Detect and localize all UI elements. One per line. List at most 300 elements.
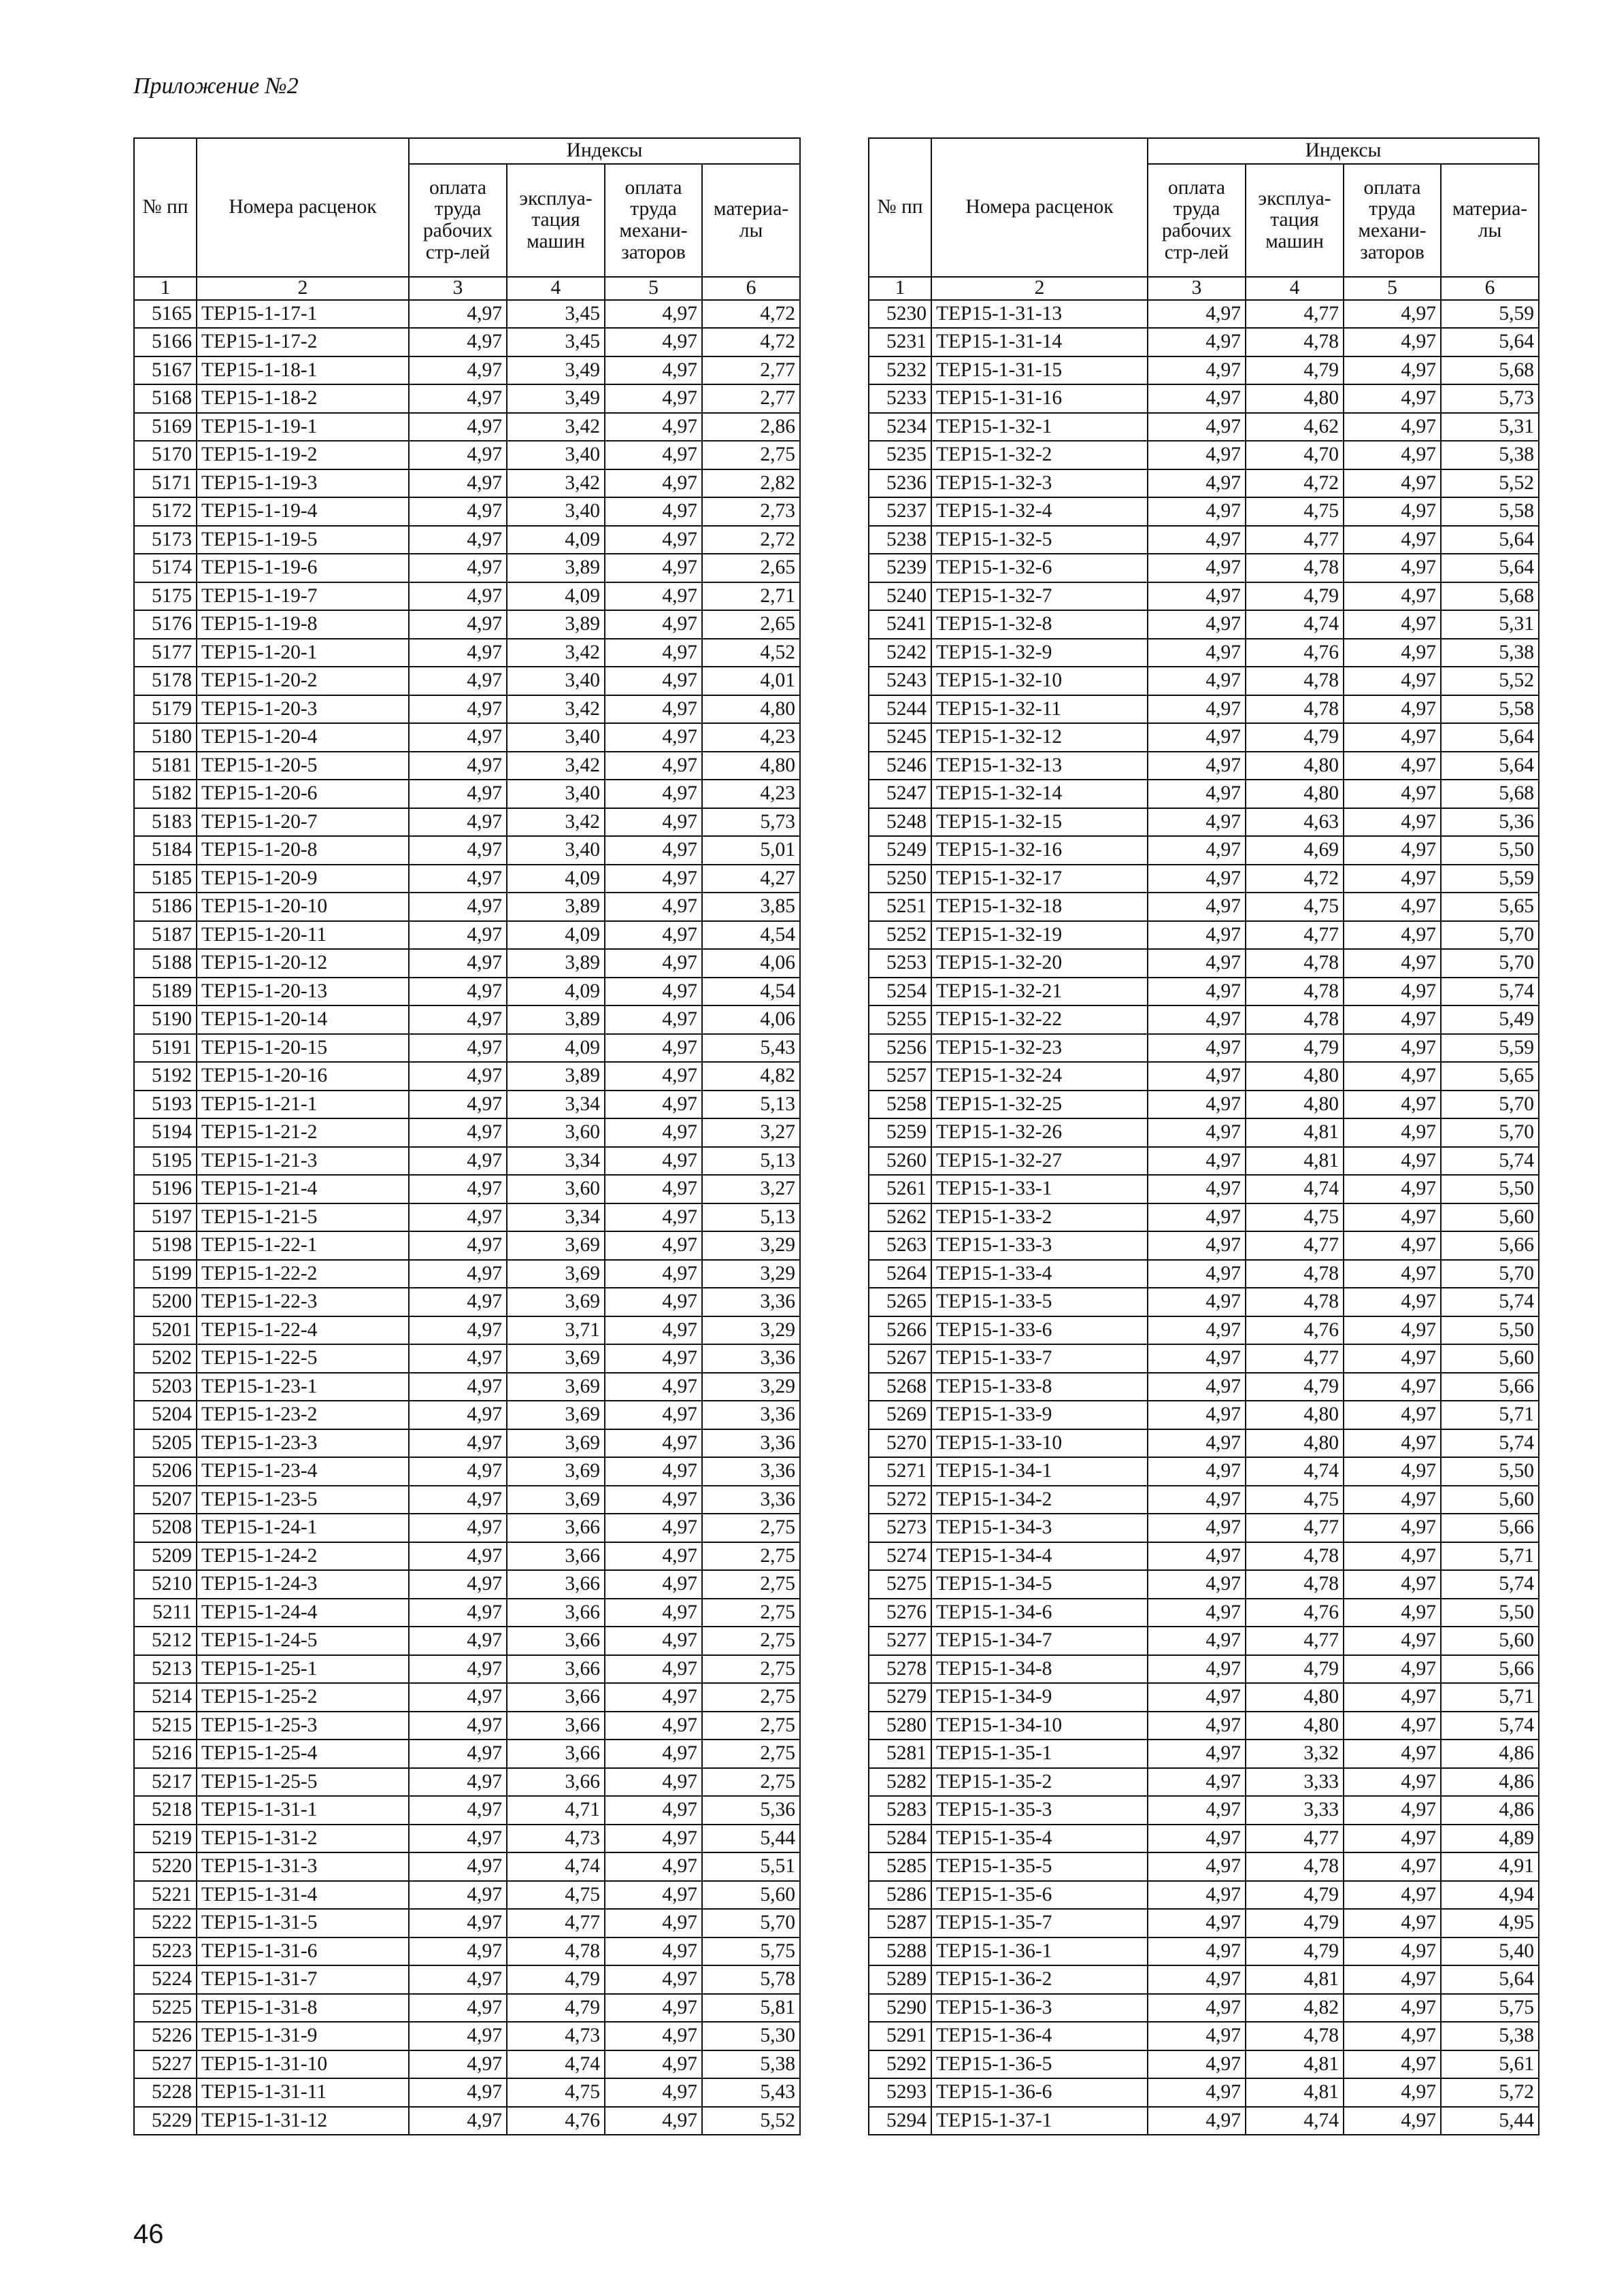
col-number: 1: [134, 277, 197, 300]
rate-code: ТЕР15-1-19-2: [197, 441, 409, 469]
table-row: [134, 554, 800, 582]
row-number: 5229: [134, 2107, 197, 2135]
operator-wages-index: 4,97: [1344, 1260, 1441, 1288]
rate-code: ТЕР15-1-24-2: [197, 1542, 409, 1571]
operator-wages-index: 4,97: [1344, 1712, 1441, 1740]
machine-operation-index: 4,79: [1246, 582, 1344, 611]
rate-code: ТЕР15-1-32-12: [931, 723, 1148, 752]
machine-operation-index: 3,42: [507, 752, 605, 780]
labor-wages-index: 4,97: [1148, 921, 1246, 950]
materials-index: 2,75: [702, 1712, 800, 1740]
operator-wages-index: 4,97: [605, 2022, 702, 2050]
rate-code: ТЕР15-1-21-2: [197, 1118, 409, 1147]
row-number: 5233: [869, 384, 931, 413]
materials-index: 5,68: [1441, 356, 1539, 385]
machine-operation-index: 3,66: [507, 1599, 605, 1627]
table-row: [134, 384, 800, 413]
operator-wages-index: 4,97: [605, 1457, 702, 1486]
materials-index: 5,64: [1441, 752, 1539, 780]
row-number: 5275: [869, 1570, 931, 1599]
rate-code: ТЕР15-1-20-14: [197, 1005, 409, 1034]
materials-index: 4,01: [702, 667, 800, 695]
table-row: [134, 2050, 800, 2079]
operator-wages-index: 4,97: [1344, 1542, 1441, 1571]
table-row: [869, 610, 1539, 639]
labor-wages-index: 4,97: [1148, 526, 1246, 554]
row-number: 5292: [869, 2050, 931, 2079]
labor-wages-index: 4,97: [409, 526, 507, 554]
col-number: 2: [931, 277, 1148, 300]
labor-wages-index: 4,97: [1148, 554, 1246, 582]
operator-wages-index: 4,97: [605, 1542, 702, 1571]
operator-wages-index: 4,97: [605, 1768, 702, 1797]
machine-operation-index: 4,63: [1246, 808, 1344, 837]
table-row: [869, 1401, 1539, 1429]
materials-index: 2,86: [702, 413, 800, 442]
machine-operation-index: 3,42: [507, 469, 605, 498]
col-header-materials: материа-лы: [1441, 164, 1539, 277]
table-row: [134, 808, 800, 837]
materials-index: 4,86: [1441, 1768, 1539, 1797]
row-number: 5293: [869, 2078, 931, 2107]
table-row: [134, 1344, 800, 1373]
machine-operation-index: 3,69: [507, 1401, 605, 1429]
operator-wages-index: 4,97: [605, 1175, 702, 1203]
row-number: 5246: [869, 752, 931, 780]
operator-wages-index: 4,97: [1344, 667, 1441, 695]
materials-index: 2,65: [702, 554, 800, 582]
machine-operation-index: 3,71: [507, 1316, 605, 1345]
labor-wages-index: 4,97: [409, 384, 507, 413]
table-row: [869, 695, 1539, 724]
rate-code: ТЕР15-1-32-27: [931, 1147, 1148, 1176]
machine-operation-index: 3,40: [507, 497, 605, 526]
operator-wages-index: 4,97: [605, 2107, 702, 2135]
table-row: [869, 639, 1539, 667]
rate-code: ТЕР15-1-35-3: [931, 1796, 1148, 1825]
machine-operation-index: 4,79: [1246, 1937, 1344, 1966]
rate-code: ТЕР15-1-17-1: [197, 300, 409, 329]
labor-wages-index: 4,97: [1148, 1401, 1246, 1429]
labor-wages-index: 4,97: [409, 1683, 507, 1712]
labor-wages-index: 4,97: [1148, 1062, 1246, 1091]
table-row: [869, 2022, 1539, 2050]
table-row: [134, 1881, 800, 1910]
machine-operation-index: 3,66: [507, 1768, 605, 1797]
table-row: [134, 1514, 800, 1542]
machine-operation-index: 4,79: [507, 1965, 605, 1994]
labor-wages-index: 4,97: [409, 1288, 507, 1316]
row-number: 5183: [134, 808, 197, 837]
operator-wages-index: 4,97: [605, 836, 702, 865]
row-number: 5193: [134, 1091, 197, 1119]
col-number: 4: [507, 277, 605, 300]
table-row: [134, 893, 800, 921]
materials-index: 5,75: [702, 1937, 800, 1966]
materials-index: 5,74: [1441, 1288, 1539, 1316]
machine-operation-index: 4,79: [1246, 1373, 1344, 1401]
machine-operation-index: 3,34: [507, 1203, 605, 1232]
row-number: 5260: [869, 1147, 931, 1176]
table-body: [134, 300, 800, 2135]
materials-index: 5,60: [1441, 1486, 1539, 1514]
table-row: [869, 2078, 1539, 2107]
rate-code: ТЕР15-1-37-1: [931, 2107, 1148, 2135]
page-number: 46: [133, 2219, 164, 2249]
machine-operation-index: 4,09: [507, 526, 605, 554]
rate-code: ТЕР15-1-32-16: [931, 836, 1148, 865]
table-row: [869, 780, 1539, 808]
labor-wages-index: 4,97: [1148, 1570, 1246, 1599]
materials-index: 5,43: [702, 2078, 800, 2107]
labor-wages-index: 4,97: [409, 582, 507, 611]
table-row: [134, 1373, 800, 1401]
row-number: 5214: [134, 1683, 197, 1712]
labor-wages-index: 4,97: [409, 1429, 507, 1458]
labor-wages-index: 4,97: [409, 1514, 507, 1542]
rate-code: ТЕР15-1-24-4: [197, 1599, 409, 1627]
labor-wages-index: 4,97: [409, 1627, 507, 1655]
table-row: [869, 1486, 1539, 1514]
materials-index: 4,52: [702, 639, 800, 667]
rate-code: ТЕР15-1-23-4: [197, 1457, 409, 1486]
rate-code: ТЕР15-1-35-5: [931, 1852, 1148, 1881]
table-row: [134, 356, 800, 385]
labor-wages-index: 4,97: [1148, 1005, 1246, 1034]
operator-wages-index: 4,97: [1344, 1373, 1441, 1401]
rate-code: ТЕР15-1-31-4: [197, 1881, 409, 1910]
table-body: [869, 300, 1539, 2135]
operator-wages-index: 4,97: [605, 865, 702, 893]
materials-index: 2,82: [702, 469, 800, 498]
operator-wages-index: 4,97: [605, 1796, 702, 1825]
labor-wages-index: 4,97: [1148, 384, 1246, 413]
row-number: 5175: [134, 582, 197, 611]
row-number: 5271: [869, 1457, 931, 1486]
rate-code: ТЕР15-1-35-4: [931, 1825, 1148, 1853]
labor-wages-index: 4,97: [409, 1203, 507, 1232]
operator-wages-index: 4,97: [1344, 554, 1441, 582]
rate-code: ТЕР15-1-35-2: [931, 1768, 1148, 1797]
machine-operation-index: 3,66: [507, 1655, 605, 1684]
table-row: [134, 582, 800, 611]
labor-wages-index: 4,97: [1148, 2078, 1246, 2107]
col-header-code: Номера расценок: [197, 138, 409, 277]
machine-operation-index: 4,79: [1246, 723, 1344, 752]
operator-wages-index: 4,97: [1344, 1881, 1441, 1910]
row-number: 5212: [134, 1627, 197, 1655]
machine-operation-index: 4,78: [1246, 1542, 1344, 1571]
row-number: 5209: [134, 1542, 197, 1571]
row-number: 5211: [134, 1599, 197, 1627]
materials-index: 5,60: [702, 1881, 800, 1910]
rate-code: ТЕР15-1-20-10: [197, 893, 409, 921]
operator-wages-index: 4,97: [1344, 328, 1441, 356]
col-header-labor-wages: оплата труда рабочих стр-лей: [1148, 164, 1246, 277]
materials-index: 2,75: [702, 1768, 800, 1797]
operator-wages-index: 4,97: [1344, 1288, 1441, 1316]
rate-code: ТЕР15-1-25-2: [197, 1683, 409, 1712]
table-row: [134, 836, 800, 865]
row-number: 5272: [869, 1486, 931, 1514]
materials-index: 3,29: [702, 1316, 800, 1345]
rate-code: ТЕР15-1-31-15: [931, 356, 1148, 385]
col-header-machine-operation: эксплуа-тация машин: [1246, 164, 1344, 277]
labor-wages-index: 4,97: [1148, 723, 1246, 752]
operator-wages-index: 4,97: [1344, 1429, 1441, 1458]
materials-index: 5,58: [1441, 497, 1539, 526]
rate-code: ТЕР15-1-33-4: [931, 1260, 1148, 1288]
materials-index: 5,66: [1441, 1514, 1539, 1542]
materials-index: 5,64: [1441, 554, 1539, 582]
operator-wages-index: 4,97: [1344, 526, 1441, 554]
operator-wages-index: 4,97: [605, 1852, 702, 1881]
machine-operation-index: 4,77: [1246, 300, 1344, 329]
operator-wages-index: 4,97: [605, 1344, 702, 1373]
labor-wages-index: 4,97: [409, 695, 507, 724]
machine-operation-index: 3,34: [507, 1147, 605, 1176]
col-header-operator-wages: оплата труда механи-заторов: [605, 164, 702, 277]
table-row: [134, 1429, 800, 1458]
rate-code: ТЕР15-1-32-22: [931, 1005, 1148, 1034]
machine-operation-index: 4,82: [1246, 1994, 1344, 2023]
labor-wages-index: 4,97: [409, 1373, 507, 1401]
table-row: [134, 865, 800, 893]
materials-index: 5,59: [1441, 300, 1539, 329]
machine-operation-index: 4,76: [507, 2107, 605, 2135]
row-number: 5245: [869, 723, 931, 752]
labor-wages-index: 4,97: [1148, 356, 1246, 385]
materials-index: 4,80: [702, 752, 800, 780]
labor-wages-index: 4,97: [1148, 1825, 1246, 1853]
operator-wages-index: 4,97: [1344, 1486, 1441, 1514]
materials-index: 5,73: [1441, 384, 1539, 413]
table-row: [134, 610, 800, 639]
rate-code: ТЕР15-1-31-16: [931, 384, 1148, 413]
operator-wages-index: 4,97: [1344, 1937, 1441, 1966]
labor-wages-index: 4,97: [409, 1712, 507, 1740]
machine-operation-index: 4,74: [507, 1852, 605, 1881]
rate-code: ТЕР15-1-32-4: [931, 497, 1148, 526]
materials-index: 5,72: [1441, 2078, 1539, 2107]
table-row: [134, 1457, 800, 1486]
labor-wages-index: 4,97: [409, 1909, 507, 1937]
labor-wages-index: 4,97: [1148, 752, 1246, 780]
materials-index: 5,71: [1441, 1542, 1539, 1571]
operator-wages-index: 4,97: [605, 469, 702, 498]
materials-index: 2,77: [702, 356, 800, 385]
col-number: 5: [605, 277, 702, 300]
table-row: [134, 2107, 800, 2135]
labor-wages-index: 4,97: [409, 497, 507, 526]
table-row: [869, 1062, 1539, 1091]
labor-wages-index: 4,97: [1148, 1768, 1246, 1797]
row-number: 5294: [869, 2107, 931, 2135]
labor-wages-index: 4,97: [1148, 441, 1246, 469]
labor-wages-index: 4,97: [1148, 1852, 1246, 1881]
machine-operation-index: 3,89: [507, 949, 605, 978]
rate-code: ТЕР15-1-34-1: [931, 1457, 1148, 1486]
operator-wages-index: 4,97: [605, 1005, 702, 1034]
row-number: 5265: [869, 1288, 931, 1316]
rate-code: ТЕР15-1-35-7: [931, 1909, 1148, 1937]
table-row: [869, 1147, 1539, 1176]
materials-index: 5,60: [1441, 1203, 1539, 1232]
labor-wages-index: 4,97: [409, 893, 507, 921]
machine-operation-index: 4,74: [1246, 610, 1344, 639]
labor-wages-index: 4,97: [1148, 2107, 1246, 2135]
operator-wages-index: 4,97: [1344, 1147, 1441, 1176]
materials-index: 5,52: [1441, 469, 1539, 498]
table-row: [869, 1740, 1539, 1768]
labor-wages-index: 4,97: [1148, 1034, 1246, 1063]
labor-wages-index: 4,97: [409, 1401, 507, 1429]
rate-code: ТЕР15-1-34-7: [931, 1627, 1148, 1655]
table-row: [134, 695, 800, 724]
operator-wages-index: 4,97: [1344, 978, 1441, 1006]
operator-wages-index: 4,97: [1344, 1457, 1441, 1486]
machine-operation-index: 4,78: [1246, 554, 1344, 582]
labor-wages-index: 4,97: [409, 978, 507, 1006]
materials-index: 5,74: [1441, 978, 1539, 1006]
operator-wages-index: 4,97: [605, 497, 702, 526]
labor-wages-index: 4,97: [1148, 808, 1246, 837]
table-row: [869, 328, 1539, 356]
labor-wages-index: 4,97: [1148, 1683, 1246, 1712]
col-header-no: № пп: [134, 138, 197, 277]
rate-code: ТЕР15-1-32-13: [931, 752, 1148, 780]
rate-code: ТЕР15-1-19-3: [197, 469, 409, 498]
materials-index: 5,01: [702, 836, 800, 865]
materials-index: 5,49: [1441, 1005, 1539, 1034]
row-number: 5207: [134, 1486, 197, 1514]
row-number: 5255: [869, 1005, 931, 1034]
machine-operation-index: 4,78: [1246, 695, 1344, 724]
row-number: 5263: [869, 1231, 931, 1260]
rate-code: ТЕР15-1-32-18: [931, 893, 1148, 921]
rate-code: ТЕР15-1-18-2: [197, 384, 409, 413]
table-row: [869, 1288, 1539, 1316]
rate-code: ТЕР15-1-23-3: [197, 1429, 409, 1458]
table-row: [134, 1542, 800, 1571]
rate-code: ТЕР15-1-36-2: [931, 1965, 1148, 1994]
table-row: [869, 1175, 1539, 1203]
table-row: [869, 1231, 1539, 1260]
materials-index: 5,70: [1441, 1118, 1539, 1147]
machine-operation-index: 3,40: [507, 667, 605, 695]
operator-wages-index: 4,97: [605, 384, 702, 413]
row-number: 5217: [134, 1768, 197, 1797]
row-number: 5218: [134, 1796, 197, 1825]
operator-wages-index: 4,97: [1344, 497, 1441, 526]
materials-index: 3,29: [702, 1260, 800, 1288]
rate-code: ТЕР15-1-31-7: [197, 1965, 409, 1994]
materials-index: 5,38: [702, 2050, 800, 2079]
table-row: [134, 1909, 800, 1937]
operator-wages-index: 4,97: [1344, 1514, 1441, 1542]
operator-wages-index: 4,97: [1344, 469, 1441, 498]
operator-wages-index: 4,97: [605, 752, 702, 780]
table-row: [134, 723, 800, 752]
materials-index: 5,66: [1441, 1373, 1539, 1401]
labor-wages-index: 4,97: [409, 469, 507, 498]
materials-index: 5,38: [1441, 441, 1539, 469]
row-number: 5287: [869, 1909, 931, 1937]
operator-wages-index: 4,97: [1344, 780, 1441, 808]
row-number: 5273: [869, 1514, 931, 1542]
materials-index: 3,36: [702, 1401, 800, 1429]
labor-wages-index: 4,97: [1148, 780, 1246, 808]
table-row: [134, 921, 800, 950]
machine-operation-index: 4,79: [1246, 1881, 1344, 1910]
labor-wages-index: 4,97: [1148, 639, 1246, 667]
materials-index: 5,74: [1441, 1570, 1539, 1599]
row-number: 5284: [869, 1825, 931, 1853]
labor-wages-index: 4,97: [409, 921, 507, 950]
table-row: [134, 526, 800, 554]
operator-wages-index: 4,97: [605, 978, 702, 1006]
machine-operation-index: 4,72: [1246, 469, 1344, 498]
operator-wages-index: 4,97: [1344, 2050, 1441, 2079]
materials-index: 4,95: [1441, 1909, 1539, 1937]
table-row: [134, 1599, 800, 1627]
table-row: [869, 1683, 1539, 1712]
rate-code: ТЕР15-1-32-17: [931, 865, 1148, 893]
machine-operation-index: 3,40: [507, 836, 605, 865]
materials-index: 4,72: [702, 300, 800, 329]
table-row: [869, 526, 1539, 554]
materials-index: 4,94: [1441, 1881, 1539, 1910]
row-number: 5171: [134, 469, 197, 498]
table-row: [869, 1852, 1539, 1881]
machine-operation-index: 4,76: [1246, 1316, 1344, 1345]
labor-wages-index: 4,97: [1148, 300, 1246, 329]
rate-code: ТЕР15-1-32-25: [931, 1091, 1148, 1119]
operator-wages-index: 4,97: [605, 1965, 702, 1994]
col-number: 5: [1344, 277, 1441, 300]
labor-wages-index: 4,97: [1148, 893, 1246, 921]
labor-wages-index: 4,97: [1148, 497, 1246, 526]
machine-operation-index: 4,75: [1246, 1486, 1344, 1514]
operator-wages-index: 4,97: [605, 1203, 702, 1232]
rate-code: ТЕР15-1-21-4: [197, 1175, 409, 1203]
materials-index: 5,66: [1441, 1231, 1539, 1260]
materials-index: 2,65: [702, 610, 800, 639]
materials-index: 2,75: [702, 1655, 800, 1684]
machine-operation-index: 4,80: [1246, 1683, 1344, 1712]
table-row: [134, 1852, 800, 1881]
table-row: [869, 1118, 1539, 1147]
rate-code: ТЕР15-1-33-5: [931, 1288, 1148, 1316]
row-number: 5165: [134, 300, 197, 329]
operator-wages-index: 4,97: [1344, 949, 1441, 978]
materials-index: 4,06: [702, 1005, 800, 1034]
operator-wages-index: 4,97: [1344, 1683, 1441, 1712]
materials-index: 5,36: [1441, 808, 1539, 837]
row-number: 5225: [134, 1994, 197, 2023]
materials-index: 2,75: [702, 1627, 800, 1655]
materials-index: 4,27: [702, 865, 800, 893]
table-row: [134, 1627, 800, 1655]
materials-index: 3,36: [702, 1457, 800, 1486]
rate-code: ТЕР15-1-20-15: [197, 1034, 409, 1063]
row-number: 5264: [869, 1260, 931, 1288]
table-row: [134, 1118, 800, 1147]
machine-operation-index: 3,49: [507, 384, 605, 413]
row-number: 5242: [869, 639, 931, 667]
rate-code: ТЕР15-1-32-5: [931, 526, 1148, 554]
materials-index: 2,75: [702, 441, 800, 469]
